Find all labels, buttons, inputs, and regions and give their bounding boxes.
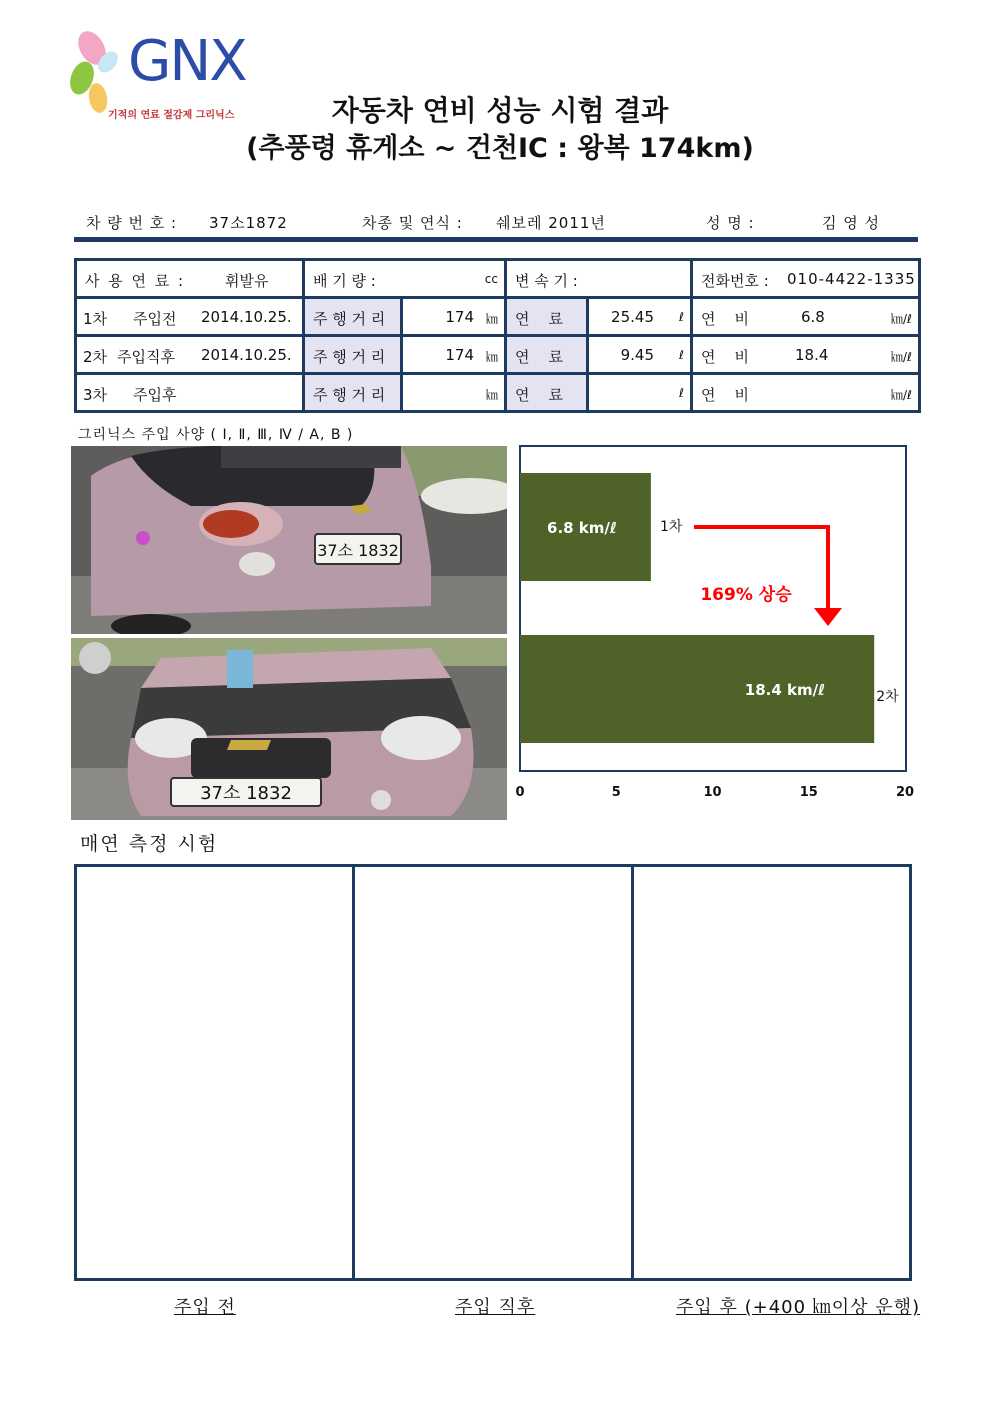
fuel-value-cell — [588, 374, 692, 412]
economy-unit: ㎞/ℓ — [890, 350, 912, 364]
emission-immediately-after-box — [355, 867, 633, 1278]
owner-name-value: 김 영 성 — [822, 214, 881, 232]
chart-data-label: 6.8 km/ℓ — [547, 519, 617, 537]
displacement-label: 배 기 량 : — [313, 272, 376, 290]
distance-value: 174 — [445, 346, 474, 364]
model-label: 차종 및 연식 : — [362, 214, 463, 232]
economy-label: 연 비 — [701, 348, 750, 366]
chart-category-label: 1차 — [660, 519, 683, 535]
fuel-value: 9.45 — [620, 346, 654, 364]
distance-label-cell — [304, 336, 402, 374]
stage-number: 2차 — [83, 348, 108, 366]
emission-before-box — [77, 867, 355, 1278]
title-line-1: 자동차 연비 성능 시험 결과 — [331, 94, 669, 127]
rear-plate-text: 37소 1832 — [317, 541, 399, 560]
caption-immediately-after: 주입 직후 — [455, 1297, 536, 1318]
caption-before: 주입 전 — [174, 1297, 236, 1318]
economy-unit: ㎞/ℓ — [890, 388, 912, 402]
phone-value: 010-4422-1335 — [787, 270, 916, 288]
report-title — [200, 92, 800, 168]
distance-value: 174 — [445, 308, 474, 326]
displacement-cell — [304, 260, 506, 298]
fuel-label: 연 료 — [515, 348, 564, 366]
front-plate-text: 37소 1832 — [200, 783, 292, 804]
economy-value: 18.4 — [795, 346, 829, 364]
distance-unit: ㎞ — [485, 350, 498, 364]
fuel-unit: ℓ — [679, 310, 684, 324]
fuel-value-cell — [588, 298, 692, 336]
economy-value: 6.8 — [801, 308, 825, 326]
plate-value: 37소1872 — [209, 214, 288, 232]
emission-test-grid — [74, 864, 912, 1281]
vehicle-info-row — [74, 210, 918, 234]
fuel-label: 연 료 — [515, 310, 564, 328]
stage-name: 주입전 — [133, 310, 177, 328]
distance-unit: ㎞ — [485, 388, 498, 402]
fuel-label-cell — [506, 374, 588, 412]
stage-name: 주입후 — [133, 386, 177, 404]
fuel-economy-chart — [508, 442, 920, 814]
owner-name-label: 성 명 : — [706, 214, 755, 232]
title-line-2: (추풍령 휴게소 ~ 건천IC : 왕복 174km) — [246, 133, 754, 164]
chart-tick-label: 10 — [703, 785, 722, 800]
stage-cell — [76, 336, 304, 374]
distance-label: 주 행 거 리 — [313, 310, 386, 328]
stage-name: 주입직후 — [117, 348, 175, 366]
chart-data-label: 18.4 km/ℓ — [744, 681, 826, 699]
fuel-label-cell — [506, 336, 588, 374]
fuel-test-table — [74, 258, 921, 413]
distance-value-cell — [402, 336, 506, 374]
emission-after-box — [634, 867, 909, 1278]
model-value: 쉐보레 2011년 — [496, 214, 606, 232]
stage-number: 1차 — [83, 310, 108, 328]
displacement-unit: cc — [484, 272, 498, 286]
car-rear-photo — [71, 446, 507, 634]
distance-value-cell — [402, 298, 506, 336]
stage-date: 2014.10.25. — [201, 346, 292, 364]
chart-svg — [508, 442, 920, 814]
chart-tick-label: 5 — [611, 785, 621, 800]
fuel-value-cell — [588, 336, 692, 374]
economy-cell — [692, 298, 920, 336]
distance-label-cell — [304, 374, 402, 412]
fuel-type-value: 휘발유 — [225, 272, 269, 290]
table-row — [76, 336, 920, 374]
plate-label: 차 량 번 호 : — [86, 214, 178, 232]
fuel-unit: ℓ — [679, 386, 684, 400]
chart-annotation: 169% 상승 — [700, 585, 792, 605]
emission-test-label: 매연 측정 시험 — [80, 833, 219, 855]
economy-cell — [692, 374, 920, 412]
fuel-unit: ℓ — [679, 348, 684, 362]
fuel-label: 연 료 — [515, 386, 564, 404]
economy-label: 연 비 — [701, 310, 750, 328]
stage-cell — [76, 374, 304, 412]
stage-cell — [76, 298, 304, 336]
distance-unit: ㎞ — [485, 312, 498, 326]
table-row — [76, 298, 920, 336]
economy-label: 연 비 — [701, 386, 750, 404]
distance-label: 주 행 거 리 — [313, 348, 386, 366]
caption-after: 주입 후 (+400 ㎞이상 운행) — [676, 1297, 921, 1318]
fuel-value: 25.45 — [611, 308, 654, 326]
distance-label-cell — [304, 298, 402, 336]
chart-tick-label: 20 — [895, 785, 915, 800]
logo-tagline: 기적의 연료 절감제 그리닉스 — [108, 110, 235, 121]
economy-cell — [692, 336, 920, 374]
stage-date: 2014.10.25. — [201, 308, 292, 326]
distance-label: 주 행 거 리 — [313, 386, 386, 404]
phone-label: 전화번호 : — [701, 272, 769, 290]
phone-cell — [692, 260, 920, 298]
table-header-row — [76, 260, 920, 298]
fuel-type-cell — [76, 260, 304, 298]
transmission-label: 변 속 기 : — [515, 272, 578, 290]
chart-category-label: 2차 — [876, 689, 899, 705]
info-divider — [74, 237, 918, 242]
table-row — [76, 374, 920, 412]
injection-spec-label: 그리닉스 주입 사양 ( Ⅰ, Ⅱ, Ⅲ, Ⅳ / A, B ) — [78, 427, 354, 443]
economy-unit: ㎞/ℓ — [890, 312, 912, 326]
fuel-type-label: 사 용 연 료 : — [85, 272, 186, 290]
transmission-cell — [506, 260, 692, 298]
chart-tick-label: 15 — [799, 785, 818, 800]
fuel-label-cell — [506, 298, 588, 336]
car-front-photo — [71, 638, 507, 820]
logo-wordmark: GNX — [128, 29, 246, 94]
chart-tick-label: 0 — [515, 785, 525, 800]
distance-value-cell — [402, 374, 506, 412]
stage-number: 3차 — [83, 386, 108, 404]
